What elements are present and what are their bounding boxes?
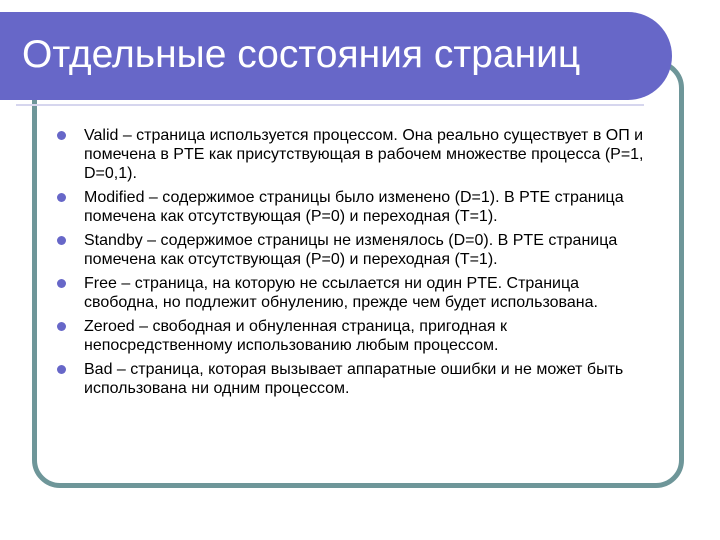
bullet-list (57, 126, 657, 403)
bullet-text: Standby – содержимое страницы не изменялось (D=0). В PTE страница помечена как отсутствующая (P=0) и переходная (T=1). (84, 232, 618, 268)
slide-title: Отдельные состояния страниц (22, 33, 581, 76)
bullet-item-zeroed (57, 317, 657, 355)
bullet-dot-icon (57, 193, 66, 202)
bullet-text: Free – страница, на которую не ссылается ни один PTE. Страница свободна, но подлежит обнулению, прежде чем будет использована. (84, 275, 598, 311)
bullet-item-free (57, 274, 657, 312)
bullet-item-standby (57, 231, 657, 269)
bullet-dot-icon (57, 279, 66, 288)
bullet-text: Bad – страница, которая вызывает аппаратные ошибки и не может быть использована ни одним процессом. (84, 361, 624, 397)
bullet-dot-icon (57, 131, 66, 140)
bullet-text: Zeroed – свободная и обнуленная страница, пригодная к непосредственному использованию любым процессом. (84, 318, 507, 354)
bullet-text: Valid – страница используется процессом. Она реально существует в ОП и помечена в PTE как присутствующая в рабочем множестве процесса (P=1, D=0,1). (84, 127, 644, 182)
bullet-dot-icon (57, 365, 66, 374)
bullet-dot-icon (57, 236, 66, 245)
title-underline (16, 104, 644, 106)
bullet-dot-icon (57, 322, 66, 331)
bullet-text: Modified – содержимое страницы было изменено (D=1). В PTE страница помечена как отсутствующая (P=0) и переходная (T=1). (84, 189, 624, 225)
bullet-item-valid (57, 126, 657, 183)
bullet-item-modified (57, 188, 657, 226)
bullet-item-bad (57, 360, 657, 398)
